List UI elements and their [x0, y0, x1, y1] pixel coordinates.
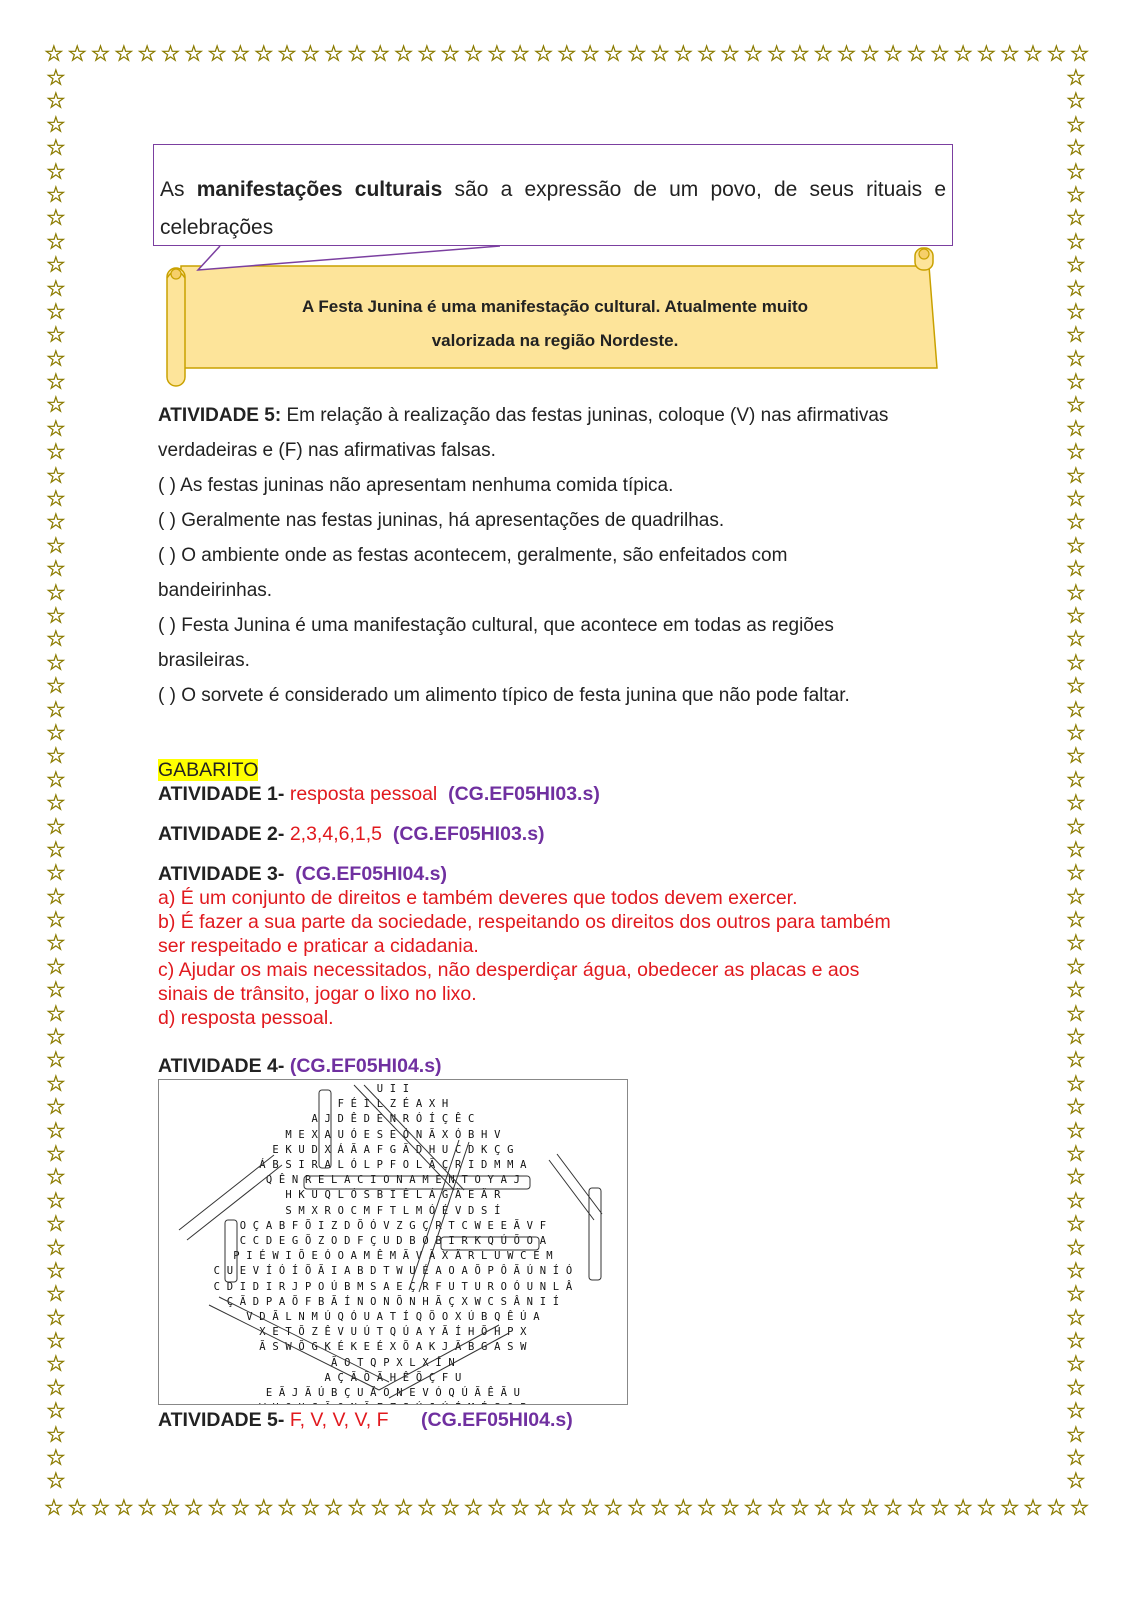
star-icon: ☆ — [46, 1071, 66, 1097]
star-icon: ☆ — [183, 42, 204, 67]
puzzle-letters: U I I F É I L Z É A X H A J D Ê D E N R Ó Í Ç Ê C M E X A U Ó E S E Ó N Ã X Ó B H V E K U D X Á Ã A F G Ã D H U C D K Ç G Á B S I R A L Ó L P F O L Ã Ç R I D M M A Q Ê N R E L A C I O N A M E N T O Y A J H K U Q L Ó S B I Ê L Á G Ã E Ã R S M X R O C M F T L M Ó É V D S Í O Ç A B F Õ I Z D Õ Ó V Z G Ç R T C W E E Ã V F C C D E G Õ Z O D F Ç U D B O B I R K Q Ú Õ O A P I É W I Õ E Ó O A M Ê M Ã V Ã X Ã R L U W C E M C U E V Í Ó Í Õ Ã I A B D T W U É A O A Õ P Ô Ã Ú N Í Ó C D I D I R J P O Ú B M S A E Ç R F U T U R O Ó U N L Â Ç Ã D P A Õ F B Ã Í N O N Õ N H Ã Ç X W C S Â N I Í V D Ã L N M Ú Q Ó U A T Í Q Õ O X Ú B Q Ê Ú A X E T Õ Z Ê V U Ú T Q Ú A Y Ã Í H Õ H P X Ã S W Õ G K É K E É X Õ A K J Ã B G A S W Ã O T Q P X L X Í N A Ç Ã Õ Ã H Ê Õ Ç F U E Ã J Ã Ú B Ç U Ã O N E V Ó Q Ú Ã Ê Ã U — [213, 1083, 573, 1400]
statement-text: O ambiente onde as festas acontecem, geralmente, são enfeitados com — [175, 545, 788, 566]
star-icon: ☆ — [1066, 1329, 1086, 1355]
star-icon: ☆ — [1066, 627, 1086, 653]
star-icon: ☆ — [1046, 42, 1067, 67]
answer-blank[interactable]: ( ) — [158, 685, 176, 706]
star-icon: ☆ — [533, 1496, 554, 1521]
scroll-text — [250, 290, 860, 358]
a3-answer-b-cont: ser respeitado e praticar a cidadania. — [158, 935, 479, 957]
star-icon: ☆ — [46, 1258, 66, 1284]
star-icon: ☆ — [46, 323, 66, 349]
star-icon: ☆ — [46, 1118, 66, 1144]
a3-label: ATIVIDADE 3- — [158, 863, 285, 885]
star-icon: ☆ — [1066, 1258, 1086, 1284]
star-icon: ☆ — [790, 42, 810, 67]
star-icon: ☆ — [999, 1496, 1020, 1521]
star-icon: ☆ — [300, 42, 321, 67]
answer-blank[interactable]: ( ) — [158, 545, 176, 566]
star-icon: ☆ — [440, 1496, 461, 1521]
star-icon: ☆ — [1066, 1165, 1086, 1191]
star-icon: ☆ — [46, 253, 66, 279]
star-icon: ☆ — [1066, 393, 1086, 419]
gabarito-a4 — [158, 1054, 958, 1078]
star-icon: ☆ — [1066, 1375, 1086, 1401]
star-icon: ☆ — [743, 42, 764, 67]
star-icon: ☆ — [836, 42, 857, 67]
scroll-line-1: A Festa Junina é uma manifestação cultural. Atualmente muito — [301, 297, 809, 316]
star-icon: ☆ — [510, 1496, 530, 1521]
star-icon: ☆ — [46, 744, 66, 770]
star-icon: ☆ — [1066, 1282, 1086, 1308]
star-icon: ☆ — [1046, 1496, 1067, 1521]
star-icon: ☆ — [1066, 346, 1086, 372]
star-icon: ☆ — [976, 42, 997, 67]
star-icon: ☆ — [46, 393, 66, 419]
a4-label: ATIVIDADE 4- — [158, 1055, 285, 1077]
star-icon: ☆ — [1066, 1352, 1086, 1378]
star-icon: ☆ — [463, 42, 484, 67]
star-icon: ☆ — [1066, 720, 1086, 746]
star-icon: ☆ — [46, 276, 66, 302]
star-icon: ☆ — [207, 42, 227, 67]
star-icon: ☆ — [160, 1496, 181, 1521]
star-icon: ☆ — [1066, 229, 1086, 255]
star-icon: ☆ — [1066, 978, 1086, 1004]
star-icon: ☆ — [1066, 1095, 1086, 1121]
answer-blank[interactable]: ( ) — [158, 475, 176, 496]
star-icon: ☆ — [1066, 510, 1086, 536]
star-icon: ☆ — [46, 557, 66, 583]
puzzle-answer-marks — [159, 1080, 628, 1405]
star-icon: ☆ — [929, 1496, 950, 1521]
star-icon: ☆ — [976, 1496, 997, 1521]
atividade5-intro: Em relação à realização das festas juninas, coloque (V) nas afirmativas — [281, 405, 889, 426]
star-icon: ☆ — [90, 1496, 111, 1521]
star-icon: ☆ — [1066, 1212, 1086, 1238]
answer-blank[interactable]: ( ) — [158, 510, 176, 531]
star-icon: ☆ — [113, 42, 134, 67]
star-icon: ☆ — [46, 650, 66, 676]
star-icon: ☆ — [277, 42, 297, 67]
a3-answer-c-cont: sinais de trânsito, jogar o lixo no lixo. — [158, 983, 477, 1005]
star-icon: ☆ — [67, 42, 88, 67]
star-icon: ☆ — [46, 720, 66, 746]
star-icon: ☆ — [463, 1496, 484, 1521]
star-icon: ☆ — [1066, 1048, 1086, 1074]
atividade5-item — [158, 608, 958, 643]
star-icon: ☆ — [1066, 1399, 1086, 1425]
star-icon: ☆ — [1066, 159, 1086, 185]
star-icon: ☆ — [1066, 463, 1086, 489]
star-icon: ☆ — [44, 42, 64, 67]
star-icon: ☆ — [859, 42, 880, 67]
atividade5-item — [158, 538, 958, 573]
a3-code: (CG.EF05HI04.s) — [295, 863, 447, 885]
a3-answer-d: d) resposta pessoal. — [158, 1007, 334, 1029]
star-icon: ☆ — [46, 1422, 66, 1448]
star-icon: ☆ — [1066, 206, 1086, 232]
star-icon: ☆ — [650, 42, 670, 67]
star-icon: ☆ — [906, 42, 927, 67]
star-icon: ☆ — [46, 66, 66, 91]
star-icon: ☆ — [883, 1496, 903, 1521]
star-icon: ☆ — [46, 299, 66, 325]
star-icon: ☆ — [417, 42, 437, 67]
star-icon: ☆ — [46, 206, 66, 232]
star-icon: ☆ — [626, 42, 647, 67]
a1-label: ATIVIDADE 1- — [158, 783, 285, 805]
statement-text: O sorvete é considerado um alimento típico de festa junina que não pode faltar. — [175, 685, 850, 706]
atividade5-intro-2: verdadeiras e (F) nas afirmativas falsas. — [158, 440, 496, 461]
atividade5-title: ATIVIDADE 5: — [158, 405, 282, 426]
star-icon: ☆ — [347, 42, 367, 67]
star-icon: ☆ — [230, 1496, 251, 1521]
star-icon: ☆ — [1066, 416, 1086, 442]
star-icon: ☆ — [1066, 861, 1086, 887]
answer-blank[interactable]: ( ) — [158, 615, 176, 636]
star-icon: ☆ — [46, 1095, 66, 1121]
star-icon: ☆ — [1066, 837, 1086, 863]
star-icon: ☆ — [1066, 533, 1086, 559]
callout-rest: são a expressão de um povo, de seus rituais e celebrações — [160, 178, 946, 239]
star-icon: ☆ — [1066, 1446, 1086, 1472]
a1-code: (CG.EF05HI03.s) — [448, 783, 600, 805]
star-icon: ☆ — [46, 954, 66, 980]
star-icon: ☆ — [46, 159, 66, 185]
atividade5-item — [158, 503, 958, 538]
star-icon: ☆ — [1069, 1496, 1090, 1521]
atividade5-item — [158, 678, 958, 713]
star-icon: ☆ — [1066, 136, 1086, 162]
star-icon: ☆ — [486, 42, 507, 67]
star-icon: ☆ — [580, 42, 600, 67]
star-icon: ☆ — [673, 42, 694, 67]
star-icon: ☆ — [1066, 557, 1086, 583]
star-icon: ☆ — [46, 1352, 66, 1378]
star-icon: ☆ — [46, 416, 66, 442]
star-icon: ☆ — [46, 1399, 66, 1425]
star-icon: ☆ — [1066, 89, 1086, 115]
star-icon: ☆ — [929, 42, 950, 67]
star-icon: ☆ — [90, 42, 111, 67]
gabarito-a2 — [158, 822, 958, 846]
star-icon: ☆ — [720, 1496, 740, 1521]
gabarito-heading: GABARITO — [158, 759, 259, 781]
statement-cont: bandeirinhas. — [158, 580, 273, 601]
star-icon: ☆ — [370, 42, 391, 67]
star-icon: ☆ — [253, 1496, 274, 1521]
star-icon: ☆ — [46, 814, 66, 840]
statement-cont: brasileiras. — [158, 650, 250, 671]
star-icon: ☆ — [46, 1469, 66, 1495]
star-icon: ☆ — [393, 1496, 414, 1521]
star-icon: ☆ — [1066, 767, 1086, 793]
star-icon: ☆ — [46, 627, 66, 653]
star-icon: ☆ — [580, 1496, 600, 1521]
star-icon: ☆ — [440, 42, 461, 67]
a2-answer: 2,3,4,6,1,5 — [284, 823, 382, 845]
star-icon: ☆ — [556, 1496, 577, 1521]
star-icon: ☆ — [603, 1496, 624, 1521]
star-icon: ☆ — [556, 42, 577, 67]
star-icon: ☆ — [883, 42, 903, 67]
statement-text: Festa Junina é uma manifestação cultural, que acontece em todas as regiões — [175, 615, 834, 636]
star-icon: ☆ — [300, 1496, 321, 1521]
star-icon: ☆ — [183, 1496, 204, 1521]
star-icon: ☆ — [1066, 370, 1086, 396]
star-icon: ☆ — [46, 1188, 66, 1214]
a5-label: ATIVIDADE 5- — [158, 1409, 285, 1431]
star-icon: ☆ — [1066, 440, 1086, 466]
star-icon: ☆ — [46, 440, 66, 466]
star-border-right — [1066, 68, 1086, 1494]
star-icon: ☆ — [953, 1496, 973, 1521]
star-icon: ☆ — [1066, 603, 1086, 629]
star-icon: ☆ — [790, 1496, 810, 1521]
star-icon: ☆ — [46, 1446, 66, 1472]
star-icon: ☆ — [323, 42, 344, 67]
star-icon: ☆ — [46, 697, 66, 723]
star-icon: ☆ — [813, 42, 834, 67]
star-icon: ☆ — [673, 1496, 694, 1521]
a2-code: (CG.EF05HI03.s) — [392, 823, 545, 845]
star-icon: ☆ — [46, 861, 66, 887]
star-icon: ☆ — [1023, 1496, 1043, 1521]
star-icon: ☆ — [626, 1496, 647, 1521]
star-border-left — [46, 68, 66, 1494]
star-icon: ☆ — [766, 1496, 787, 1521]
star-icon: ☆ — [1066, 580, 1086, 606]
star-icon: ☆ — [46, 1165, 66, 1191]
star-icon: ☆ — [999, 42, 1020, 67]
callout-box — [153, 144, 953, 246]
star-icon: ☆ — [46, 487, 66, 513]
star-icon: ☆ — [1066, 1422, 1086, 1448]
scroll-line-2: valorizada na região Nordeste. — [431, 331, 679, 350]
star-icon: ☆ — [46, 674, 66, 700]
star-icon: ☆ — [1066, 931, 1086, 957]
star-icon: ☆ — [370, 1496, 391, 1521]
atividade5-section — [158, 398, 958, 713]
star-icon: ☆ — [836, 1496, 857, 1521]
statement-text: As festas juninas não apresentam nenhuma comida típica. — [175, 475, 674, 496]
star-icon: ☆ — [1066, 1235, 1086, 1261]
star-icon: ☆ — [46, 1282, 66, 1308]
star-icon: ☆ — [46, 1329, 66, 1355]
star-icon: ☆ — [1066, 487, 1086, 513]
star-icon: ☆ — [1066, 884, 1086, 910]
star-icon: ☆ — [46, 346, 66, 372]
a3-answer-a: a) É um conjunto de direitos e também deveres que todos devem exercer. — [158, 887, 798, 909]
star-icon: ☆ — [1066, 112, 1086, 138]
star-icon: ☆ — [323, 1496, 344, 1521]
star-icon: ☆ — [1066, 66, 1086, 91]
callout-prefix: As — [160, 178, 197, 201]
star-icon: ☆ — [46, 463, 66, 489]
star-icon: ☆ — [1066, 182, 1086, 208]
star-icon: ☆ — [1066, 276, 1086, 302]
star-icon: ☆ — [253, 42, 274, 67]
star-icon: ☆ — [1066, 1305, 1086, 1331]
star-icon: ☆ — [813, 1496, 834, 1521]
gabarito-a5 — [158, 1408, 958, 1432]
star-icon: ☆ — [46, 791, 66, 817]
star-icon: ☆ — [160, 42, 181, 67]
star-icon: ☆ — [1066, 744, 1086, 770]
star-icon: ☆ — [46, 1375, 66, 1401]
star-icon: ☆ — [533, 42, 554, 67]
star-icon: ☆ — [1066, 323, 1086, 349]
star-icon: ☆ — [46, 1235, 66, 1261]
star-icon: ☆ — [1066, 1071, 1086, 1097]
star-icon: ☆ — [696, 42, 717, 67]
star-icon: ☆ — [650, 1496, 670, 1521]
star-icon: ☆ — [1066, 814, 1086, 840]
star-icon: ☆ — [46, 1305, 66, 1331]
star-icon: ☆ — [720, 42, 740, 67]
callout-tail — [190, 244, 500, 274]
statement-text: Geralmente nas festas juninas, há apresentações de quadrilhas. — [175, 510, 725, 531]
star-icon: ☆ — [46, 908, 66, 934]
star-icon: ☆ — [1066, 1141, 1086, 1167]
a5-code: (CG.EF05HI04.s) — [421, 1409, 573, 1431]
star-icon: ☆ — [1066, 1025, 1086, 1051]
star-icon: ☆ — [1066, 674, 1086, 700]
star-icon: ☆ — [137, 1496, 157, 1521]
star-icon: ☆ — [46, 837, 66, 863]
word-search-puzzle — [158, 1079, 628, 1405]
star-icon: ☆ — [743, 1496, 764, 1521]
star-icon: ☆ — [137, 42, 157, 67]
star-icon: ☆ — [486, 1496, 507, 1521]
a4-code: (CG.EF05HI04.s) — [289, 1055, 442, 1077]
star-icon: ☆ — [1066, 791, 1086, 817]
star-icon: ☆ — [766, 42, 787, 67]
star-icon: ☆ — [1066, 908, 1086, 934]
star-icon: ☆ — [46, 533, 66, 559]
gabarito-a1 — [158, 782, 958, 806]
star-icon: ☆ — [696, 1496, 717, 1521]
star-icon: ☆ — [1023, 42, 1043, 67]
callout-bold: manifestações culturais — [196, 178, 443, 201]
star-icon: ☆ — [1066, 1001, 1086, 1027]
star-icon: ☆ — [46, 229, 66, 255]
star-icon: ☆ — [393, 42, 414, 67]
star-icon: ☆ — [207, 1496, 227, 1521]
a5-answer: F, V, V, V, F — [284, 1409, 389, 1431]
star-icon: ☆ — [46, 182, 66, 208]
star-icon: ☆ — [46, 978, 66, 1004]
star-icon: ☆ — [46, 1141, 66, 1167]
star-icon: ☆ — [46, 1001, 66, 1027]
star-icon: ☆ — [44, 1496, 64, 1521]
star-icon: ☆ — [1066, 253, 1086, 279]
star-icon: ☆ — [46, 370, 66, 396]
star-icon: ☆ — [46, 1212, 66, 1238]
star-border-bottom — [44, 1498, 1090, 1520]
a3-answer-b: b) É fazer a sua parte da sociedade, respeitando os direitos dos outros para também — [158, 911, 891, 933]
star-icon: ☆ — [1066, 1469, 1086, 1495]
star-icon: ☆ — [46, 89, 66, 115]
star-icon: ☆ — [1069, 42, 1090, 67]
star-icon: ☆ — [46, 112, 66, 138]
star-icon: ☆ — [510, 42, 530, 67]
star-icon: ☆ — [603, 42, 624, 67]
star-icon: ☆ — [1066, 954, 1086, 980]
star-icon: ☆ — [46, 1048, 66, 1074]
star-border-top — [44, 44, 1090, 66]
star-icon: ☆ — [46, 136, 66, 162]
star-icon: ☆ — [46, 931, 66, 957]
star-icon: ☆ — [347, 1496, 367, 1521]
star-icon: ☆ — [1066, 650, 1086, 676]
star-icon: ☆ — [46, 1025, 66, 1051]
star-icon: ☆ — [230, 42, 251, 67]
star-icon: ☆ — [953, 42, 973, 67]
star-icon: ☆ — [859, 1496, 880, 1521]
star-icon: ☆ — [46, 580, 66, 606]
star-icon: ☆ — [46, 884, 66, 910]
star-icon: ☆ — [46, 603, 66, 629]
star-icon: ☆ — [277, 1496, 297, 1521]
star-icon: ☆ — [113, 1496, 134, 1521]
star-icon: ☆ — [1066, 697, 1086, 723]
a2-label: ATIVIDADE 2- — [158, 823, 285, 845]
atividade5-item — [158, 468, 958, 503]
star-icon: ☆ — [67, 1496, 88, 1521]
star-icon: ☆ — [46, 767, 66, 793]
gabarito-a3 — [158, 862, 958, 1030]
a1-answer: resposta pessoal — [284, 783, 438, 805]
star-icon: ☆ — [417, 1496, 437, 1521]
star-icon: ☆ — [1066, 299, 1086, 325]
a3-answer-c: c) Ajudar os mais necessitados, não desperdiçar água, obedecer as placas e aos — [158, 959, 860, 981]
star-icon: ☆ — [1066, 1118, 1086, 1144]
star-icon: ☆ — [906, 1496, 927, 1521]
star-icon: ☆ — [1066, 1188, 1086, 1214]
star-icon: ☆ — [46, 510, 66, 536]
